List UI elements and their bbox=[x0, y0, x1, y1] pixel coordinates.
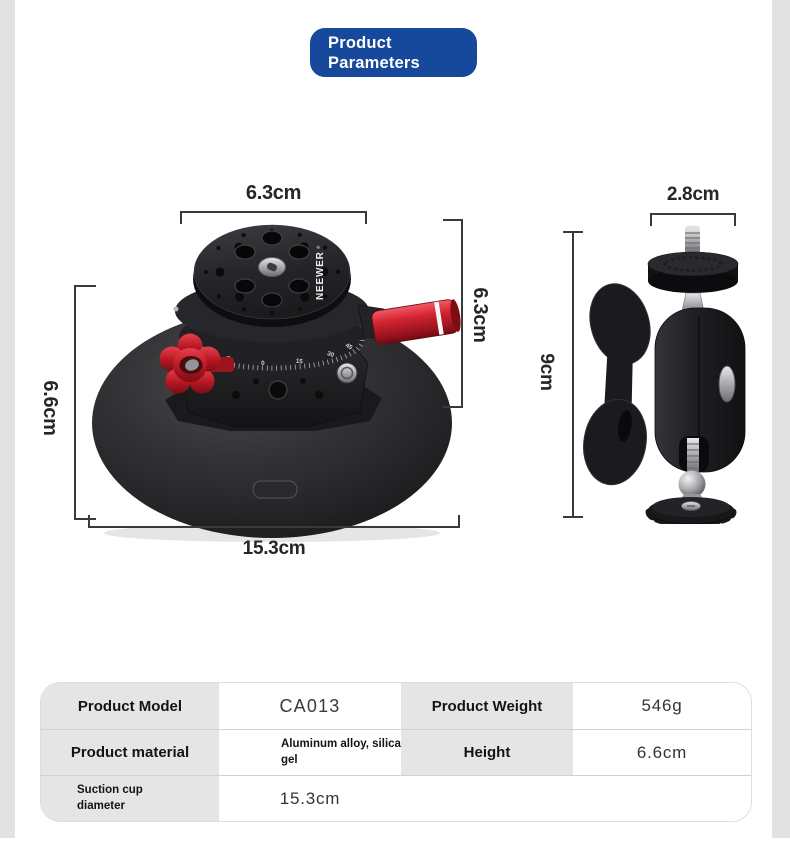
dim-label-mount-height: 6.6cm bbox=[39, 380, 61, 436]
dim-line-plate-height bbox=[461, 219, 463, 408]
dim-label-plate-width: 6.3cm bbox=[245, 182, 302, 204]
page-title-line2: Parameters bbox=[328, 53, 420, 72]
right-gray-band bbox=[772, 0, 790, 838]
dim-label-plate-height: 6.3cm bbox=[469, 287, 491, 343]
dim-line-mount-height bbox=[74, 285, 76, 520]
ball-head-mount-image bbox=[575, 222, 755, 524]
dim-label-ballhead-width: 2.8cm bbox=[666, 184, 720, 205]
adjustment-wing-knob bbox=[577, 277, 659, 490]
tick bbox=[74, 518, 96, 520]
dim-line-ballhead-width bbox=[650, 213, 736, 215]
tick bbox=[563, 231, 583, 233]
registered-mark: ® bbox=[316, 245, 321, 249]
tick bbox=[443, 406, 463, 408]
value-text: CA013 bbox=[279, 695, 341, 716]
tick bbox=[180, 211, 182, 224]
dim-line-plate-width bbox=[180, 211, 367, 213]
svg-text:0: 0 bbox=[261, 359, 265, 368]
svg-text:45: 45 bbox=[344, 341, 354, 352]
tick bbox=[88, 515, 90, 528]
housing-screw bbox=[337, 363, 357, 383]
page-title-line1: Product bbox=[328, 33, 392, 52]
tick bbox=[734, 213, 736, 226]
svg-text:15: 15 bbox=[295, 357, 304, 366]
base-disc bbox=[648, 497, 734, 524]
value-text: Aluminum alloy, silica gel bbox=[281, 737, 401, 766]
cell-height-value bbox=[573, 729, 751, 775]
tick bbox=[74, 285, 96, 287]
spec-table bbox=[40, 682, 752, 822]
quick-release-plate bbox=[193, 225, 351, 327]
label-text: Suction cup diameter bbox=[77, 783, 143, 812]
label-text: Product material bbox=[70, 744, 190, 761]
dim-line-base-diameter bbox=[88, 526, 460, 528]
tick bbox=[563, 516, 583, 518]
label-text: Product Weight bbox=[431, 697, 543, 715]
body-side-button bbox=[719, 366, 735, 402]
value-text: 546g bbox=[641, 696, 683, 715]
camera-screw bbox=[685, 226, 700, 255]
cell-suction-diameter-label bbox=[41, 775, 219, 821]
dim-label-base-diameter: 15.3cm bbox=[242, 538, 306, 559]
left-gray-band bbox=[0, 0, 15, 838]
tick bbox=[443, 219, 463, 221]
tick bbox=[650, 213, 652, 226]
label-text: Product Model bbox=[77, 697, 183, 715]
cell-product-weight-value bbox=[573, 683, 751, 729]
value-text: 15.3cm bbox=[279, 788, 341, 808]
mounting-disc bbox=[648, 252, 738, 293]
brand-text: NEEWER bbox=[315, 251, 326, 300]
cell-height-label bbox=[401, 729, 573, 775]
page-title bbox=[310, 28, 477, 77]
label-text: Height bbox=[463, 744, 511, 761]
svg-text:30: 30 bbox=[326, 350, 335, 360]
cell-product-model-value bbox=[219, 683, 401, 729]
cell-suction-diameter-value bbox=[219, 775, 401, 821]
clamp-body bbox=[655, 308, 745, 472]
dim-label-ballhead-height: 9cm bbox=[536, 353, 557, 391]
cell-product-weight-label bbox=[401, 683, 573, 729]
value-text: 6.6cm bbox=[636, 742, 688, 762]
suction-cup-mount-image bbox=[70, 215, 480, 545]
empty-cell bbox=[401, 775, 751, 821]
dim-line-ballhead-height bbox=[572, 231, 574, 518]
dome-front-button bbox=[253, 481, 297, 498]
cell-product-material-value bbox=[219, 729, 401, 775]
cell-product-material-label bbox=[41, 729, 219, 775]
tick bbox=[365, 211, 367, 224]
cell-product-model-label bbox=[41, 683, 219, 729]
tick bbox=[458, 515, 460, 528]
